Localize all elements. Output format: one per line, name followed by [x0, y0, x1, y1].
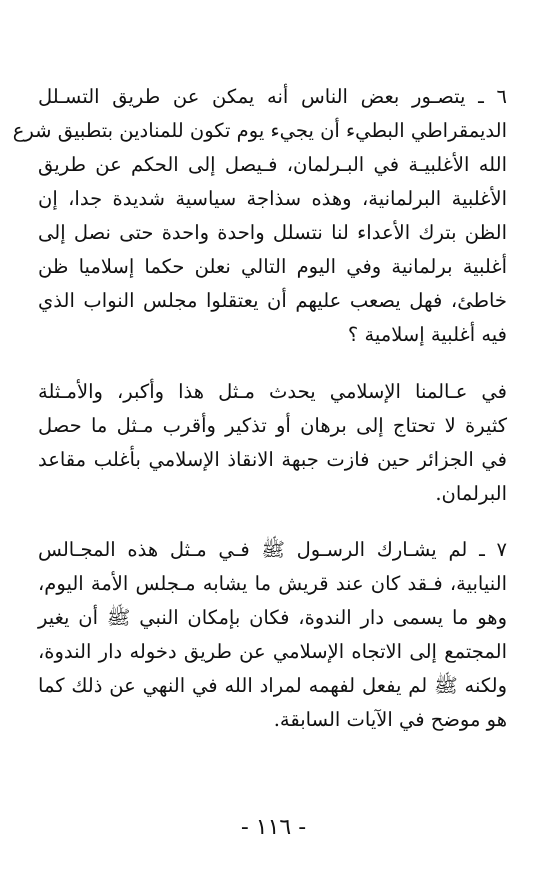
text-line: البرلمان.: [435, 482, 507, 505]
paragraph-text: [38, 533, 507, 737]
text-line: وهو ما يسمى دار الندوة، فكان بإمكان النبي ﷺ أن يغير: [38, 606, 507, 629]
text-line: الأغلبية البرلمانية، وهذه سذاجة سياسية شديدة جدا، إن: [38, 187, 507, 210]
text-line: ٧ ـ لم يشـارك الرسـول ﷺ فـي مـثل هذه المجـالس: [38, 538, 507, 561]
text-line: كثيرة لا تحتاج إلى برهان أو تذكير وأقرب مـثل ما حصل: [38, 414, 507, 437]
text-line: في عـالمنا الإسلامي يحدث مـثل هذا وأكبر، والأمـثلة: [38, 380, 507, 403]
text-line: الظن بترك الأعداء لنا نتسلل واحدة واحدة حتى نصل إلى: [38, 221, 507, 244]
text-line: الله الأغلبيـة في البـرلمان، فـيصل إلى الحكم عن طريق: [38, 153, 507, 176]
paragraph-point-6: [12, 80, 507, 352]
text-line: النيابية، فـقد كان عند قريش ما يشابه مـجلس الأمة اليوم،: [38, 572, 507, 595]
text-line: الديمقراطي البطيء أن يجيء يوم تكون للمنادين بتطبيق شرع: [12, 119, 507, 142]
text-line: هو موضح في الآيات السابقة.: [273, 708, 507, 731]
page-number: - ١١٦ -: [240, 815, 307, 840]
text-line: في الجزائر حين فازت جبهة الانقاذ الإسلامي بأغلب مقاعد: [38, 448, 507, 471]
text-line: المجتمع إلى الاتجاه الإسلامي عن طريق دخوله دار الندوة،: [38, 640, 507, 663]
text-line: ولكنه ﷺ لم يفعل لفهمه لمراد الله في النهي عن ذلك كما: [38, 674, 507, 697]
paragraph-text: [12, 80, 507, 352]
paragraph-point-7: [38, 533, 507, 737]
text-line: ٦ ـ يتصـور بعض الناس أنه يمكن عن طريق التسـلل: [38, 85, 507, 108]
text-line: خاطئ، فهل يصعب عليهم أن يعتقلوا مجلس النواب الذي: [38, 289, 507, 312]
paragraph-text: [38, 375, 507, 511]
paragraph-example: [38, 375, 507, 511]
text-line: فيه أغلبية إسلامية ؟: [347, 323, 507, 346]
text-line: أغلبية برلمانية وفي اليوم التالي نعلن حكما إسلاميا ظن: [38, 255, 507, 278]
